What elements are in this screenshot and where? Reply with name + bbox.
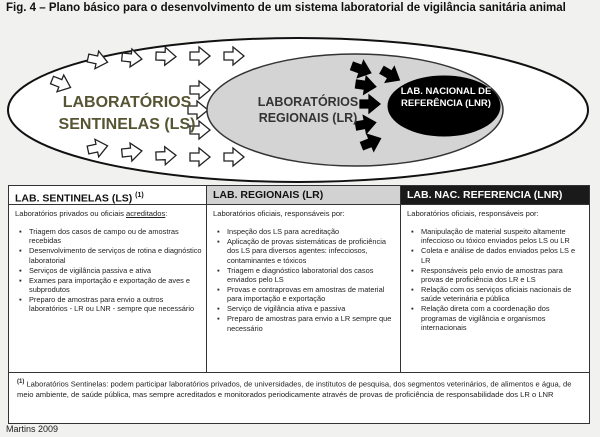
bullet-icon: ▪ [217,314,220,324]
list-item-text: Exames para importação e exportação de aves e subprodutos [29,275,191,294]
column-referencia [401,186,589,372]
column-heading-regionais: LAB. REGIONAIS (LR) [207,186,400,205]
list-item-text: Responsáveis pelo envio de amostras para provas de proficiência dos LR e LS [421,265,563,285]
subheading-underlined: acreditados [126,209,166,218]
bullet-icon: ▪ [19,246,22,256]
subheading-suffix: : [165,209,168,218]
list-regionais [207,227,400,333]
bullet-icon: ▪ [217,265,220,275]
bullet-icon: ▪ [411,284,414,294]
bullet-icon: ▪ [19,294,22,304]
list-item-text: Desenvolvimento de serviços de rotina e diagnóstico laboratorial [29,246,202,265]
figure-title: Fig. 4 – Plano básico para o desenvolvimento de um sistema laboratorial de vigilância sanitária animal [6,2,566,14]
list-item [19,294,202,314]
list-item [411,284,585,304]
list-item [411,227,585,246]
list-item-text: Relação direta com a coordenação dos programas de vigilância e organismos internacionais [421,304,550,333]
column-heading-referencia: LAB. NAC. REFERENCIA (LNR) [401,186,589,205]
list-item-text: Serviços de vigilância passiva e ativa [29,265,152,275]
bullet-icon: ▪ [411,227,414,236]
bullet-icon: ▪ [411,304,414,314]
list-item [411,246,585,265]
list-item [217,304,396,314]
list-item [217,314,396,333]
list-item [411,304,585,333]
inner-label-lnr: LAB. NACIONAL DE REFERÊNCIA (LNR) [400,86,492,109]
list-item-text: Provas e contraprovas em amostras de material para importação e exportação [227,284,385,304]
middle-label-lr: LABORATÓRIOS REGIONAIS (LR) [257,95,359,125]
column-regionais [207,186,401,372]
bullet-icon: ▪ [411,246,414,256]
list-item [411,265,585,285]
list-item-text: Coleta e análise de dados enviados pelos LS e LR [421,246,576,265]
heading-text: LAB. SENTINELAS (LS) [15,192,133,205]
subheading-text: Laboratórios privados ou oficiais [15,209,127,218]
responsibilities-table [8,185,590,424]
list-item-text: Aplicação de provas sistemáticas de proficiência dos LS para diversos agentes: infecciosos, contaminantes e tóxicos [227,236,386,265]
list-sentinelas [9,227,206,314]
column-subheading-regionais: Laboratórios oficiais, responsáveis por: [213,209,345,218]
bullet-icon: ▪ [217,236,220,246]
list-item [19,246,202,265]
list-item [217,284,396,304]
bullet-icon: ▪ [217,284,220,294]
bullet-icon: ▪ [19,275,22,285]
column-heading-sentinelas [9,186,206,205]
list-item-text: Preparo de amostras para envio a outros laboratórios - LR ou LNR - sempre que necessário [29,294,195,314]
table-footnote [9,372,589,423]
list-item [19,227,202,246]
list-item-text: Triagem e diagnóstico laboratorial dos casos enviados pelo LS [227,265,374,285]
bullet-icon: ▪ [217,227,220,236]
list-item-text: Relação com os serviços oficiais nacionais de saúde veterinária e pública [421,284,572,304]
column-subheading-sentinelas [9,205,206,219]
column-sentinelas [9,186,207,372]
list-item [19,265,202,275]
footnote-text: Laboratórios Sentinelas: podem participar laboratórios privados, de universidades, de institutos de pesquisa, dos segmentos veterinários, de alimentos e água, de meio ambiente, de saúde pública, mas sempre acreditados e monitorados periodicamente através de provas de proficiência de responsabilidade dos LR o LNR [17,379,572,400]
heading-footnote-marker: (1) [135,192,144,199]
list-item-text: Inspeção dos LS para acreditação [227,227,340,236]
list-item [19,275,202,295]
list-item [217,227,396,236]
list-item-text: Manipulação de material suspeito altamente infeccioso ou tóxico enviados pelos LS ou LR [421,227,570,246]
figure-credit: Martins 2009 [6,424,59,434]
outer-label-ls: LABORATÓRIOS SENTINELAS (LS) [58,94,196,133]
list-item-text: Preparo de amostras para envio a LR sempre que necessário [227,314,392,333]
list-item-text: Triagem dos casos de campo ou de amostras recebidas [29,227,179,246]
bullet-icon: ▪ [19,265,22,275]
list-referencia [401,227,589,332]
bullet-icon: ▪ [217,304,220,314]
bullet-icon: ▪ [19,227,22,236]
list-item-text: Serviço de vigilância ativa e passiva [227,304,346,314]
bullet-icon: ▪ [411,265,414,275]
column-subheading-referencia: Laboratórios oficiais, responsáveis por: [407,209,539,218]
list-item [217,265,396,285]
footnote-marker: (1) [17,379,25,385]
list-item [217,236,396,265]
